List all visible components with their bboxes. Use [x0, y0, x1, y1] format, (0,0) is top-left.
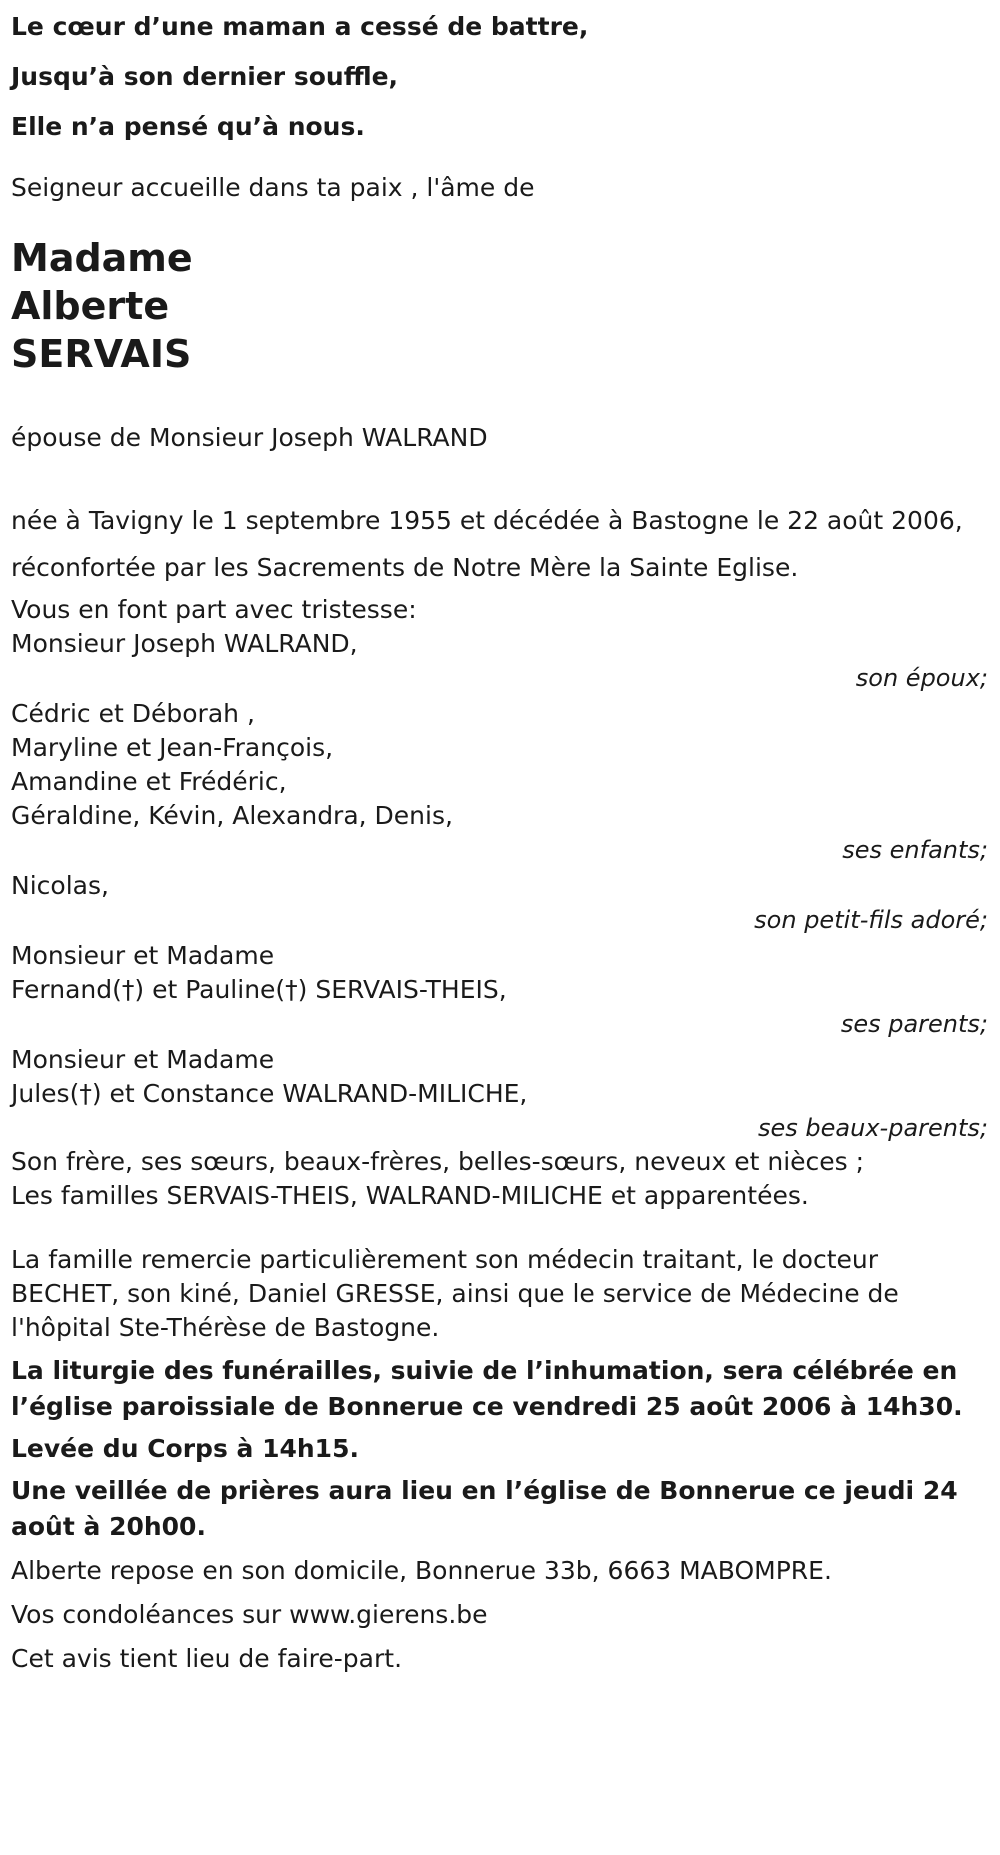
- sacraments-line: réconfortée par les Sacrements de Notre Mère la Sainte Eglise.: [11, 553, 799, 582]
- deceased-title: Madame: [11, 236, 193, 280]
- rest-line: Alberte repose en son domicile, Bonnerue 33b, 6663 MABOMPRE.: [11, 1556, 832, 1585]
- family-line: Maryline et Jean-François,: [11, 733, 334, 762]
- family-line: Monsieur et Madame: [11, 1045, 275, 1074]
- family-group-children: [11, 697, 988, 867]
- family-role: ses beaux-parents;: [758, 1114, 988, 1142]
- intro-line: Seigneur accueille dans ta paix , l'âme de: [11, 173, 535, 202]
- family-role: ses parents;: [840, 1010, 988, 1038]
- deceased-first-name: Alberte: [11, 284, 170, 328]
- announce-line: Vous en font part avec tristesse:: [11, 595, 417, 624]
- relatives-line: Les familles SERVAIS-THEIS, WALRAND-MILICHE et apparentées.: [11, 1181, 809, 1210]
- deceased-last-name: SERVAIS: [11, 332, 192, 376]
- closing-line: Cet avis tient lieu de faire-part.: [11, 1644, 403, 1673]
- relatives-block: [11, 1145, 988, 1213]
- vigil-notice: Une veillée de prières aura lieu en l’église de Bonnerue ce jeudi 24 août à 20h00.: [11, 1476, 958, 1541]
- family-line: Nicolas,: [11, 871, 109, 900]
- family-role: son petit-fils adoré;: [754, 906, 988, 934]
- thanks-paragraph: La famille remercie particulièrement son médecin traitant, le docteur BECHET, son kiné, Daniel GRESSE, ainsi que le service de Médecine de l'hôpital Ste-Thérèse de Bastogne.: [11, 1245, 899, 1342]
- relatives-line: Son frère, ses sœurs, beaux-frères, belles-sœurs, neveux et nièces ;: [11, 1147, 865, 1176]
- birth-death-line: née à Tavigny le 1 septembre 1955 et décédée à Bastogne le 22 août 2006,: [11, 506, 963, 535]
- family-role: ses enfants;: [842, 836, 988, 864]
- family-line: Fernand(†) et Pauline(†) SERVAIS-THEIS,: [11, 975, 507, 1004]
- spouse-line: épouse de Monsieur Joseph WALRAND: [11, 423, 488, 452]
- poem-line: Le cœur d’une maman a cessé de battre,: [11, 12, 589, 41]
- family-line: Amandine et Frédéric,: [11, 767, 287, 796]
- poem-line: Jusqu’à son dernier souffle,: [11, 62, 399, 91]
- family-line: Monsieur Joseph WALRAND,: [11, 629, 358, 658]
- opening-poem: [11, 2, 988, 152]
- family-group-spouse: [11, 627, 988, 695]
- levee-notice: Levée du Corps à 14h15.: [11, 1434, 359, 1463]
- family-line: Monsieur et Madame: [11, 941, 275, 970]
- family-group-grandchild: [11, 869, 988, 937]
- poem-line: Elle n’a pensé qu’à nous.: [11, 112, 365, 141]
- family-role: son époux;: [855, 664, 988, 692]
- family-line: Géraldine, Kévin, Alexandra, Denis,: [11, 801, 453, 830]
- liturgy-notice: La liturgie des funérailles, suivie de l’inhumation, sera célébrée en l’église paroissiale de Bonnerue ce vendredi 25 août 2006 à 14h30.: [11, 1356, 963, 1421]
- family-line: Jules(†) et Constance WALRAND-MILICHE,: [11, 1079, 528, 1108]
- condolences-line: Vos condoléances sur www.gierens.be: [11, 1600, 488, 1629]
- family-line: Cédric et Déborah ,: [11, 699, 255, 728]
- family-group-in-laws: [11, 1043, 988, 1145]
- family-group-parents: [11, 939, 988, 1041]
- deceased-name: [11, 234, 988, 378]
